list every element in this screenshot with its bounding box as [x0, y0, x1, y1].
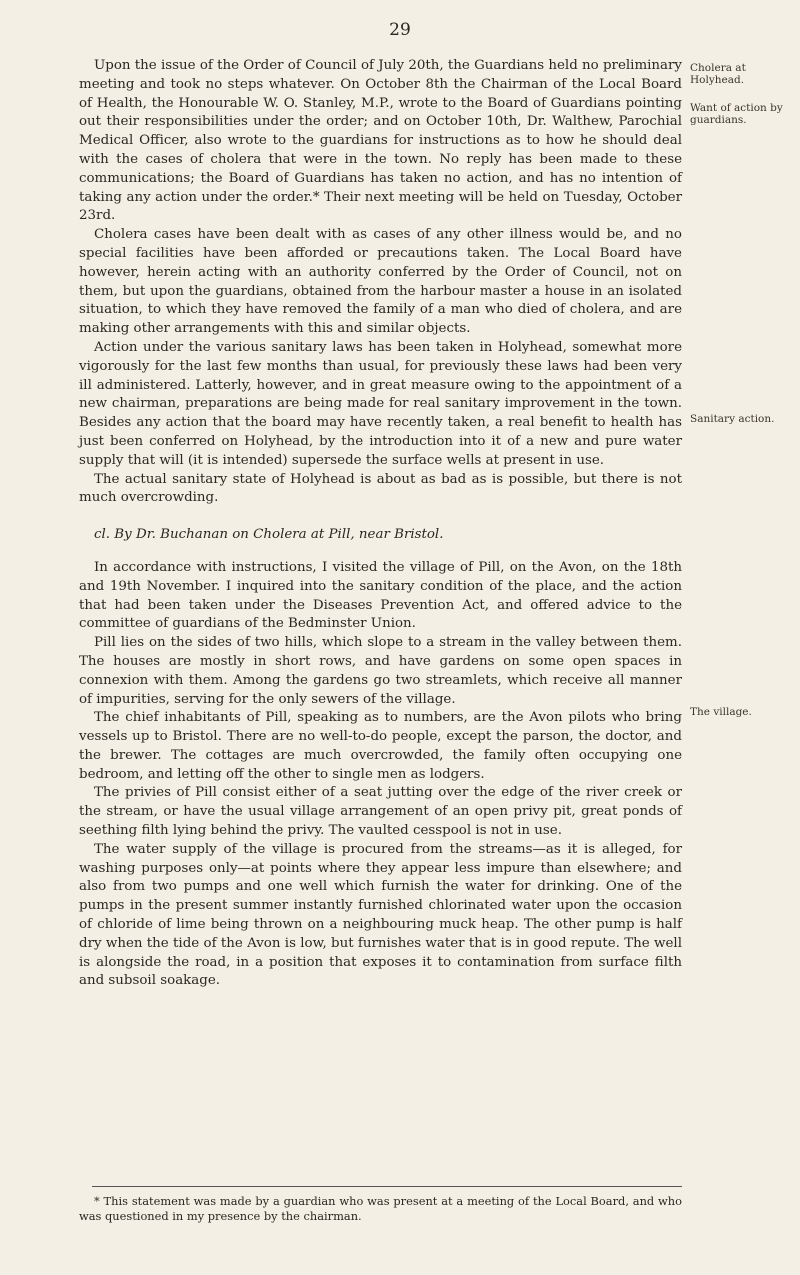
paragraph: Pill lies on the sides of two hills, which slope to a stream in the valley between them. The houses are mostly in short rows, and have gardens on some open spaces in connexion with them. Among the gardens go two streamlets, which receive all manner of impurities, serving for the only sewers of the village.: [79, 635, 682, 707]
paragraph: The actual sanitary state of Holyhead is about as bad as is possible, but there is not much overcrowding.: [79, 471, 682, 506]
paragraph: Action under the various sanitary laws has been taken in Holyhead, somewhat more vigorously for the last few months than usual, for previously these laws had been very ill administered. Latterly, however, and in great measure owing to the appointment of a new chairman, preparations are being made for real sanitary improvement in the town. Besides any action that the board may have recently taken, a real benefit to health has just been conferred on Holyhead, by the introduction into it of a new and pure water supply that will (it is intended) supersede the surface wells at present in use.: [79, 339, 682, 468]
footnote-divider: [92, 1186, 682, 1187]
paragraph: In accordance with instructions, I visited the village of Pill, on the Avon, on the 18th and 19th November. I inquired into the sanitary condition of the place, and the action that had been taken under the Diseases Prevention Act, and offered advice to the committee of guardians of the Bedminster Union.: [79, 559, 682, 632]
paragraph: Upon the issue of the Order of Council of July 20th, the Guardians held no preliminary meeting and took no steps whatever. On October 8th the Chairman of the Local Board of Health, the Honourable W. O. Stanley, M.P., wrote to the Board of Guardians pointing out their responsibilities under the order; and on October 10th, Dr. Walthew, Parochial Medical Officer, also wrote to the guardians for instructions as to how he should deal with the cases of cholera that were in the town. No reply has been made to these communications; the Board of Guardians has taken no action, and has no intention of taking any action under the order.* Their next meeting will be held on Tuesday, October 23rd.: [79, 58, 682, 224]
section-heading: cl. By Dr. Buchanan on Cholera at Pill, near Bristol.: [94, 527, 444, 543]
sidenote-the-village: The village.: [690, 706, 752, 718]
paragraph: The chief inhabitants of Pill, speaking as to numbers, are the Avon pilots who bring vessels up to Bristol. There are no well-to-do people, except the parson, the doctor, and the brewer. The cottages are much overcrowded, the family often occupying one bedroom, and letting off the other to single men as lodgers.: [79, 710, 682, 782]
paragraph: Cholera cases have been dealt with as cases of any other illness would be, and no special facilities have been afforded or precautions taken. The Local Board have however, herein acting with an authority conferred by the Order of Council, not on them, but upon the guardians, obtained from the harbour master a house in an isolated situation, to which they have removed the family of a man who died of cholera, and are making other arrangements with this and similar objects.: [79, 227, 682, 337]
main-text: [79, 57, 682, 991]
sidenote-want-of-action: Want of action by guardians.: [690, 102, 783, 126]
sidenote-sanitary-action: Sanitary action.: [690, 413, 775, 425]
sidenote-cholera-at-holyhead: Cholera at Holyhead.: [690, 62, 746, 86]
paragraph: The privies of Pill consist either of a seat jutting over the edge of the river creek or the stream, or have the usual village arrangement of an open privy pit, great ponds of seething filth lying behind the privy. The vaulted cesspool is not in use.: [79, 785, 682, 839]
paragraph: The water supply of the village is procured from the streams—as it is alleged, for washing purposes only—at points where they appear less impure than elsewhere; and also from two pumps and one well which furnish the water for drinking. One of the pumps in the present summer instantly furnished chlorinated water upon the occasion of chloride of lime being thrown on a neighbouring muck heap. The other pump is half dry when the tide of the Avon is low, but furnishes water that is in good repute. The well is alongside the road, in a position that exposes it to contamination from surface filth and subsoil soakage.: [79, 841, 682, 989]
footnote: * This statement was made by a guardian who was present at a meeting of the Local Board, and who was questioned in my presence by the chairman.: [79, 1194, 682, 1223]
page-number: 29: [389, 20, 411, 40]
